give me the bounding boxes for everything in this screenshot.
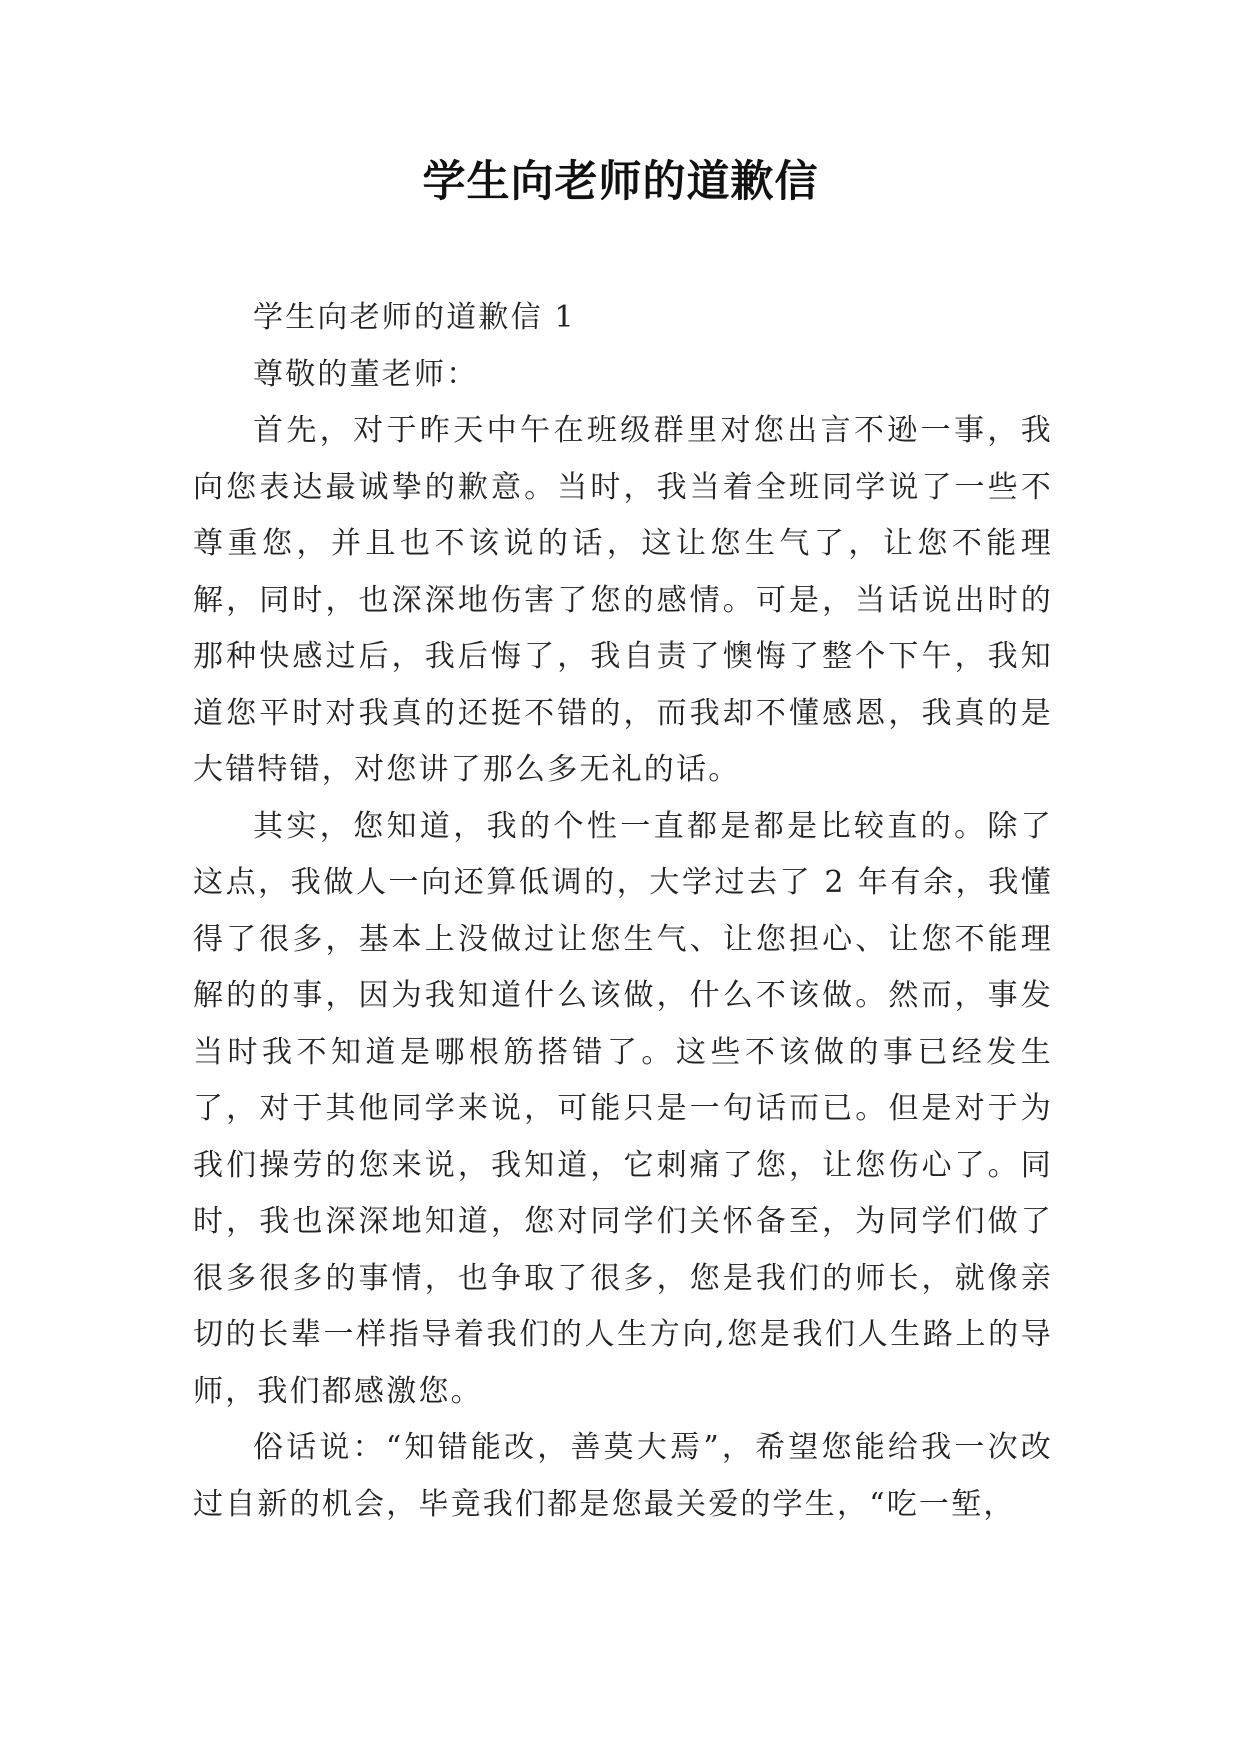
letter-salutation: 尊敬的董老师： <box>253 356 479 392</box>
body-paragraph: 俗话说：“知错能改，善莫大焉”，希望您能给我一次改过自新的机会，毕竟我们都是您最关爱的学生，“吃一堑， <box>193 1430 1053 1522</box>
body-paragraph: 其实，您知道，我的个性一直都是都是比较直的。除了这点，我做人一向还算低调的，大学过去了 2 年有余，我懂得了很多，基本上没做过让您生气、让您担心、让您不能理解的的事，因为我知道什么该做，什么不该做。然而，事发当时我不知道是哪根筋搭错了。这些不该做的事已经发生了，对于其他同学来说，可能只是一句话而已。但是对于为我们操劳的您来说，我知道，它刺痛了您，让您伤心了。同时，我也深深地知道，您对同学们关怀备至，为同学们做了很多很多的事情，也争取了很多，您是我们的师长，就像亲切的长辈一样指导着我们的人生方向,您是我们人生路上的导师，我们都感激您。 <box>193 808 1053 1409</box>
body-paragraph: 首先，对于昨天中午在班级群里对您出言不逊一事，我向您表达最诚挚的歉意。当时，我当着全班同学说了一些不尊重您，并且也不该说的话，这让您生气了，让您不能理解，同时，也深深地伤害了您的感情。可是，当话说出时的那种快感过后，我后悔了，我自责了懊悔了整个下午，我知道您平时对我真的还挺不错的，而我却不懂感恩，我真的是大错特错，对您讲了那么多无礼的话。 <box>193 413 1053 787</box>
letter-subtitle: 学生向老师的道歉信 1 <box>253 300 576 335</box>
document-body <box>193 290 1053 1533</box>
document-title: 学生向老师的道歉信 <box>422 157 819 207</box>
